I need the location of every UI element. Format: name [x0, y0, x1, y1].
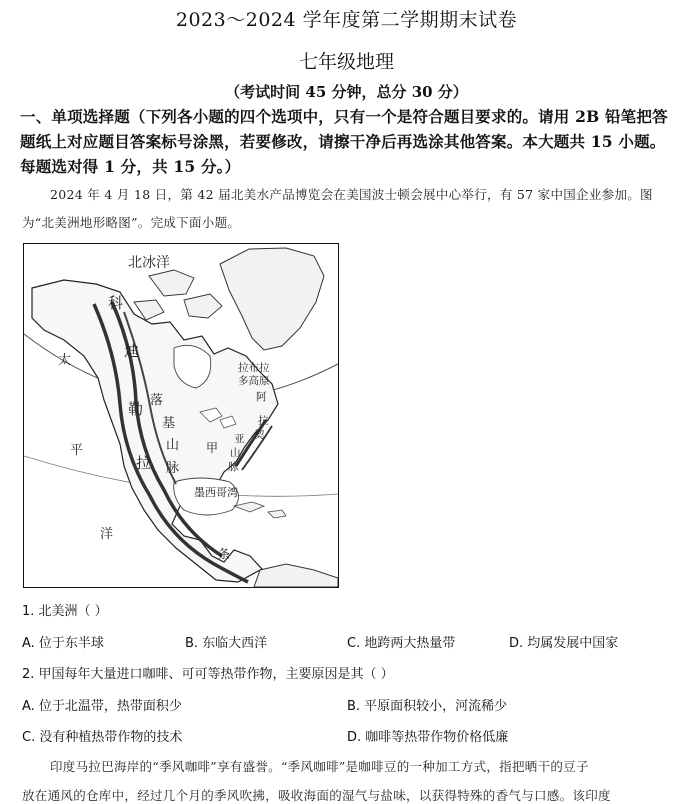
- map-label-appalachian-5: 山: [230, 447, 241, 459]
- exam-time-note: （考试时间 45 分钟，总分 30 分）: [225, 83, 468, 101]
- map-label-cordillera-2: 迪: [124, 342, 140, 360]
- caribbean-island: [234, 502, 264, 512]
- question-1-option-b[interactable]: B. 东临大西洋: [185, 636, 268, 651]
- north-america-map: [23, 243, 339, 588]
- map-label-appalachian-6: 脉: [228, 461, 239, 473]
- question-1-option-d[interactable]: D. 均属发展中国家: [509, 636, 619, 651]
- map-label-labrador-2: 多高原: [238, 375, 270, 387]
- map-label-arctic-ocean: 北冰洋: [128, 255, 170, 271]
- arctic-island: [184, 294, 222, 318]
- map-label-rocky-2: 基: [162, 416, 176, 431]
- map-label-country-jia: 甲: [206, 441, 219, 455]
- arctic-island: [149, 270, 194, 296]
- question-2-option-d[interactable]: D. 咖啡等热带作物价格低廉: [347, 730, 509, 745]
- map-label-appalachian-4: 亚: [234, 433, 245, 445]
- question-1-option-c[interactable]: C. 地跨两大热量带: [347, 636, 456, 651]
- map-label-pacific-1: 太: [58, 353, 72, 368]
- question-2-stem: 2. 甲国每年大量进口咖啡、可可等热带作物，主要原因是其（ ）: [22, 667, 394, 682]
- map-label-pacific-3: 洋: [100, 527, 114, 542]
- caribbean-island: [268, 510, 286, 518]
- question-1-option-a[interactable]: A. 位于东半球: [22, 636, 104, 651]
- map-label-cordillera-4: 拉: [136, 454, 152, 472]
- intro-line-1: 2024 年 4 月 18 日，第 42 届北美水产品博览会在美国波士顿会展中心举行，有 57 家中国企业参加。图: [50, 187, 653, 202]
- map-label-labrador-1: 拉布拉: [238, 362, 270, 374]
- exam-title: 2023～2024 学年度第二学期期末试卷: [175, 9, 518, 31]
- map-label-rocky-4: 脉: [166, 461, 180, 476]
- map-label-rocky-3: 山: [166, 438, 180, 453]
- map-label-rocky-1: 落: [150, 393, 164, 408]
- passage-line-1: 印度马拉巴海岸的“季风咖啡”享有盛誉。“季风咖啡”是咖啡豆的一种加工方式，指把晒干的豆子: [50, 759, 589, 774]
- map-label-appalachian-1: 阿: [256, 391, 267, 403]
- greenland-landmass: [220, 248, 324, 350]
- exam-subtitle: 七年级地理: [298, 51, 394, 73]
- question-2-option-a[interactable]: A. 位于北温带，热带面积少: [22, 699, 182, 714]
- question-1-stem: 1. 北美洲（ ）: [22, 604, 108, 619]
- map-svg: [24, 244, 338, 587]
- map-label-cordillera-3: 勒: [128, 400, 144, 418]
- section-instruction-line-2: 题纸上对应题目答案标号涂黑，若要修改，请擦干净后再选涂其他答案。本大题共 15 小题。: [20, 132, 666, 151]
- intro-line-2: 为“北美洲地形略图”。完成下面小题。: [22, 215, 241, 230]
- map-label-pacific-2: 平: [70, 443, 84, 458]
- map-label-lower-mark: 条: [218, 547, 231, 561]
- question-2-option-c[interactable]: C. 没有种植热带作物的技术: [22, 730, 183, 745]
- section-instruction-line-3: 每题选对得 1 分，共 15 分。）: [20, 157, 241, 176]
- section-instruction-line-1: 一、单项选择题（下列各小题的四个选项中，只有一个是符合题目要求的。请用 2B 铅笔把答: [20, 107, 668, 126]
- map-label-cordillera-1: 科: [108, 294, 124, 312]
- map-label-appalachian-3: 契: [254, 429, 265, 441]
- south-america-landmass: [254, 564, 338, 587]
- map-label-gulf-of-mexico: 墨西哥湾: [194, 486, 238, 499]
- map-label-appalachian-2: 拉: [258, 415, 269, 427]
- question-2-option-b[interactable]: B. 平原面积较小，河流稀少: [347, 699, 508, 714]
- passage-line-2: 放在通风的仓库中，经过几个月的季风吹拂，吸收海面的湿气与盐味，以获得特殊的香气与口感。该印度: [22, 788, 611, 803]
